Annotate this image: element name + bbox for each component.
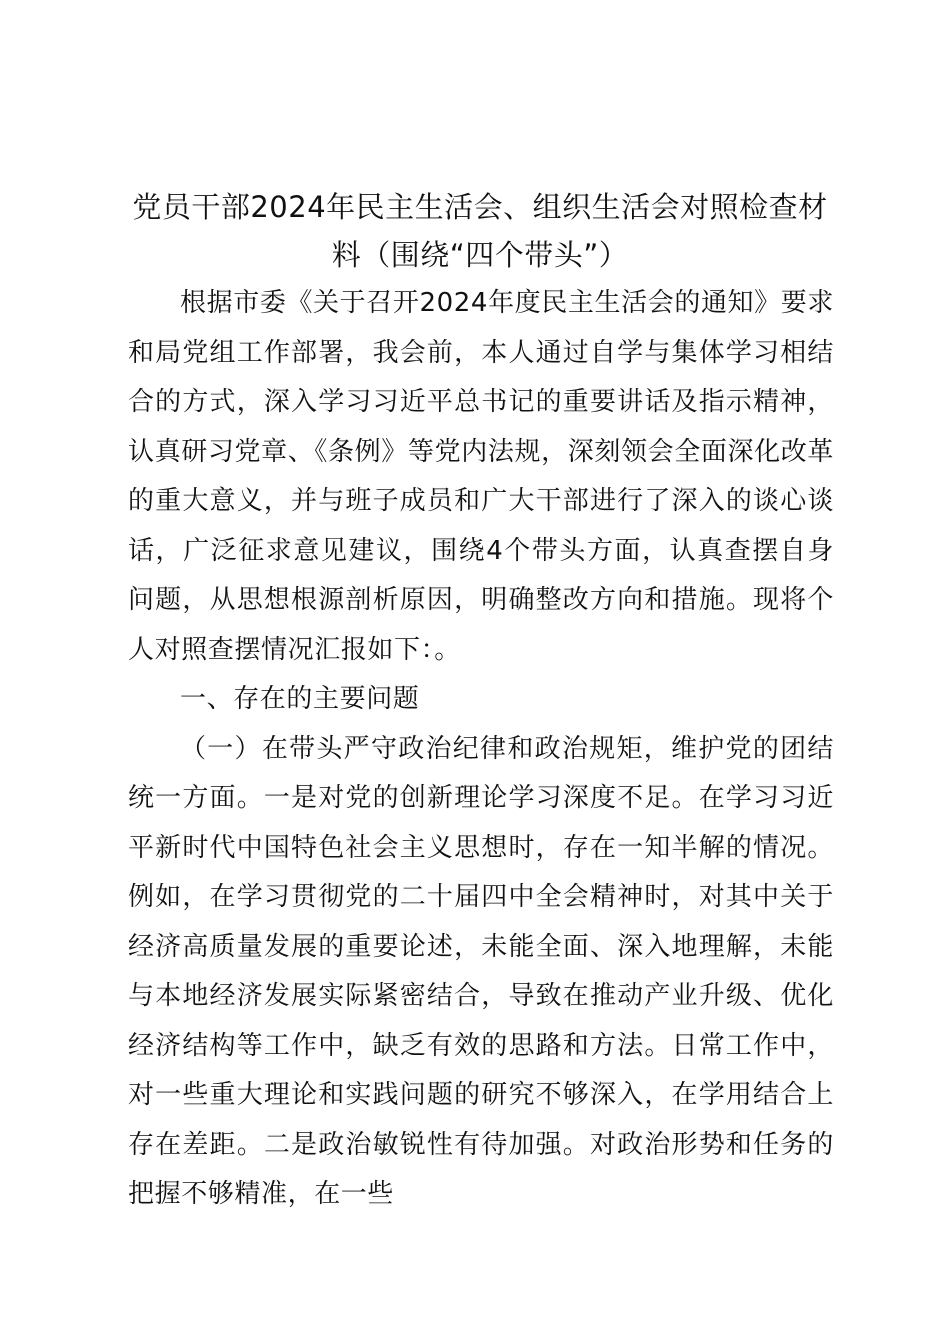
section-heading: 一、存在的主要问题 xyxy=(180,684,420,714)
intro-paragraph: 根据市委《关于召开2024年度民主生活会的通知》要求和局党组工作部署，我会前，本人通过自学与集体学习相结合的方式，深入学习习近平总书记的重要讲话及指示精神，认真研习党章、《条例》等党内法规，深刻领会全面深化改革的重大意义，并与班子成员和广大干部进行了深入的谈心谈话，广泛征求意见建议，围绕4个带头方面，认真查摆自身问题，从思想根源剖析原因，明确整改方向和措施。现将个人对照查摆情况汇报如下：。 xyxy=(128,288,834,665)
document-body xyxy=(128,279,834,1220)
body-paragraph: （一）在带头严守政治纪律和政治规矩，维护党的团结统一方面。一是对党的创新理论学习深度不足。在学习习近平新时代中国特色社会主义思想时，存在一知半解的情况。例如，在学习贯彻党的二十届四中全会精神时，对其中关于经济高质量发展的重要论述，未能全面、深入地理解，未能与本地经济发展实际紧密结合，导致在推动产业升级、优化经济结构等工作中，缺乏有效的思路和方法。日常工作中，对一些重大理论和实践问题的研究不够深入，在学用结合上存在差距。二是政治敏锐性有待加强。对政治形势和任务的把握不够精准，在一些 xyxy=(128,733,834,1209)
document-title: 党员干部2024年民主生活会、组织生活会对照检查材料（围绕“四个带头”） xyxy=(132,190,828,272)
